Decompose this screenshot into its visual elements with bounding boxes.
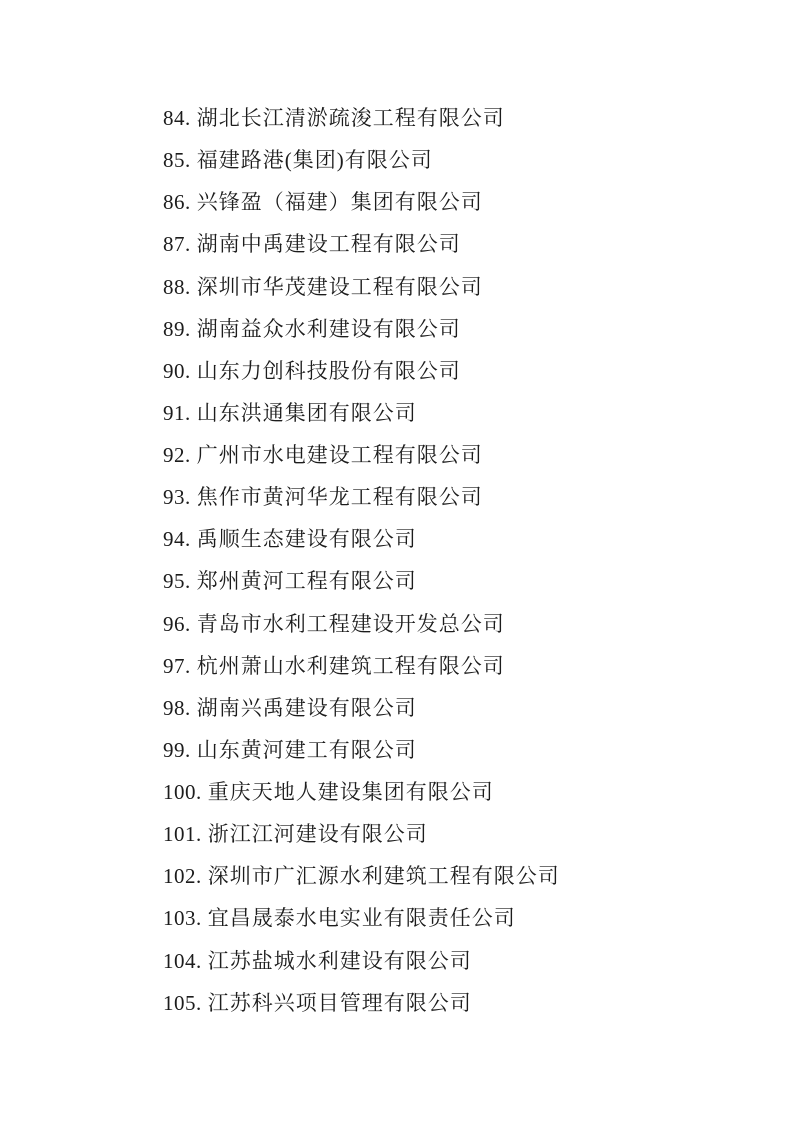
- list-item-company-name: 杭州萧山水利建筑工程有限公司: [196, 653, 505, 678]
- list-item-company-name: 湖南兴禹建设有限公司: [196, 695, 417, 720]
- list-item-company-name: 宜昌晟泰水电实业有限责任公司: [207, 906, 516, 931]
- list-item: [163, 771, 760, 813]
- list-item: [163, 687, 760, 729]
- list-item-number: 94.: [163, 527, 191, 552]
- list-item-company-name: 广州市水电建设工程有限公司: [196, 443, 483, 467]
- list-item-number: 93.: [163, 485, 191, 510]
- list-item-company-name: 湖南中禹建设工程有限公司: [196, 232, 461, 257]
- company-list: [163, 97, 760, 1024]
- list-item-number: 102.: [163, 864, 202, 889]
- list-item: [163, 982, 760, 1024]
- list-item-company-name: 江苏盐城水利建设有限公司: [207, 948, 472, 973]
- list-item-number: 99.: [163, 737, 191, 762]
- list-item: [163, 813, 760, 855]
- list-item: [163, 181, 760, 223]
- list-item-company-name: 青岛市水利工程建设开发总公司: [196, 611, 505, 636]
- list-item-company-name: 山东力创科技股份有限公司: [196, 358, 461, 383]
- list-item-company-name: 深圳市广汇源水利建筑工程有限公司: [207, 864, 560, 889]
- list-item-number: 95.: [163, 569, 191, 594]
- list-item-number: 90.: [163, 358, 191, 383]
- list-item-company-name: 江苏科兴项目管理有限公司: [207, 990, 472, 1015]
- list-item: [163, 350, 760, 392]
- list-item: [163, 603, 760, 645]
- list-item: [163, 729, 760, 771]
- list-item: [163, 139, 760, 181]
- list-item: [163, 645, 760, 687]
- list-item-number: 96.: [163, 611, 191, 636]
- list-item-number: 92.: [163, 443, 191, 467]
- list-item-number: 84.: [163, 106, 191, 130]
- list-item-company-name: 深圳市华茂建设工程有限公司: [196, 274, 483, 299]
- list-item-number: 101.: [163, 822, 202, 847]
- list-item-company-name: 湖北长江清淤疏浚工程有限公司: [196, 106, 505, 130]
- list-item: [163, 518, 760, 560]
- list-item-number: 98.: [163, 695, 191, 720]
- list-item: [163, 897, 760, 939]
- list-item-number: 87.: [163, 232, 191, 257]
- list-item-number: 88.: [163, 274, 191, 299]
- list-item-number: 85.: [163, 148, 191, 173]
- list-item: [163, 97, 760, 139]
- list-item-number: 91.: [163, 400, 191, 425]
- list-item-number: 86.: [163, 190, 191, 215]
- list-item: [163, 223, 760, 265]
- list-item-number: 104.: [163, 948, 202, 973]
- list-item-number: 103.: [163, 906, 202, 931]
- list-item-number: 97.: [163, 653, 191, 678]
- list-item-company-name: 山东洪通集团有限公司: [196, 400, 417, 425]
- list-item-company-name: 重庆天地人建设集团有限公司: [207, 780, 494, 804]
- list-item-number: 105.: [163, 990, 202, 1015]
- list-item: [163, 266, 760, 308]
- list-item-company-name: 郑州黄河工程有限公司: [196, 569, 417, 594]
- list-item-company-name: 湖南益众水利建设有限公司: [196, 316, 461, 341]
- list-item: [163, 476, 760, 518]
- list-item-company-name: 禹顺生态建设有限公司: [196, 527, 417, 552]
- list-item: [163, 392, 760, 434]
- list-item: [163, 855, 760, 897]
- list-item: [163, 434, 760, 476]
- list-item-number: 100.: [163, 780, 202, 804]
- list-item: [163, 940, 760, 982]
- list-item: [163, 308, 760, 350]
- list-item: [163, 560, 760, 602]
- list-item-company-name: 福建路港(集团)有限公司: [196, 148, 433, 173]
- list-item-company-name: 兴锋盈（福建）集团有限公司: [196, 190, 483, 215]
- list-item-company-name: 焦作市黄河华龙工程有限公司: [196, 485, 483, 510]
- list-item-company-name: 浙江江河建设有限公司: [207, 822, 428, 847]
- list-item-number: 89.: [163, 316, 191, 341]
- list-item-company-name: 山东黄河建工有限公司: [196, 737, 417, 762]
